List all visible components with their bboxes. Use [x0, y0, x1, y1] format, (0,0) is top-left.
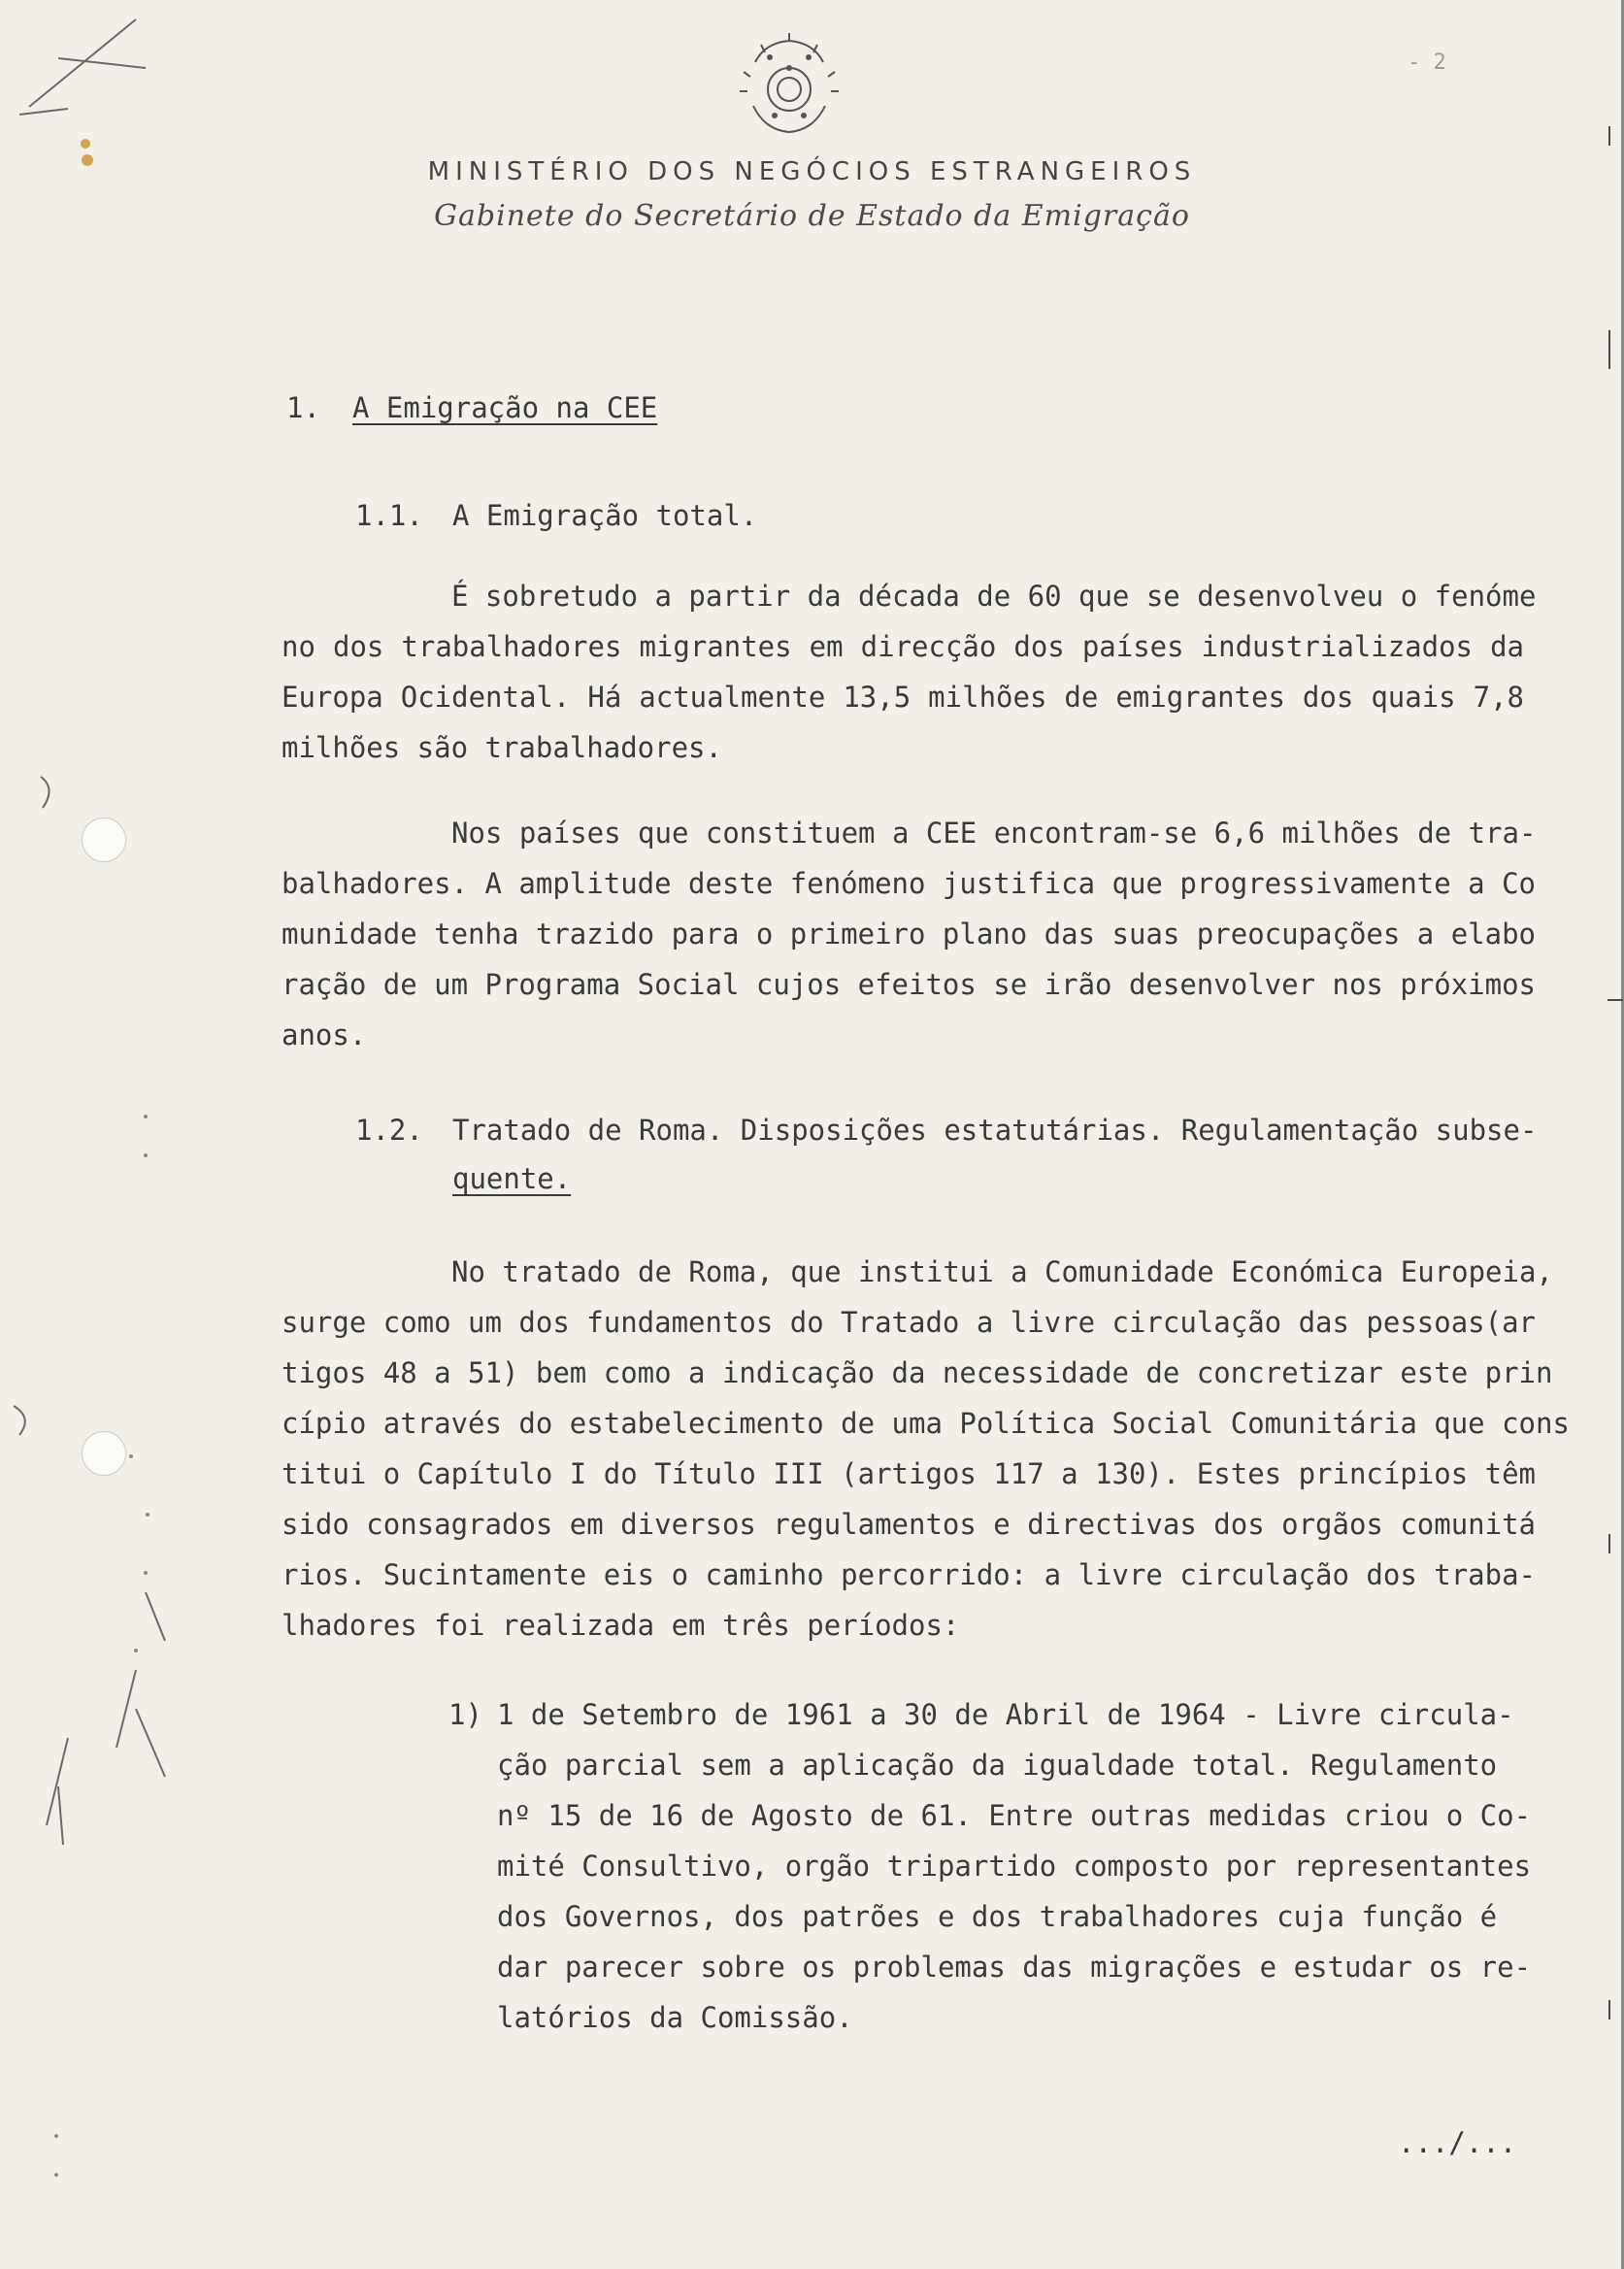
section-1-heading [286, 383, 657, 433]
section-title-line: quente. [452, 1162, 572, 1195]
paragraph-3 [282, 1247, 1570, 1651]
text-line: mité Consultivo, orgão tripartido composto por representantes [497, 1850, 1532, 1883]
text-line: No tratado de Roma, que institui a Comunidade Económica Europeia, [451, 1255, 1553, 1288]
list-item-number: 1) [448, 1698, 482, 1731]
text-line: balhadores. A amplitude deste fenómeno justifica que progressivamente a Co [282, 867, 1537, 900]
text-line: dar parecer sobre os problemas das migrações e estudar os re- [497, 1951, 1532, 1984]
text-line: Europa Ocidental. Há actualmente 13,5 milhões de emigrantes dos quais 7,8 [282, 681, 1524, 714]
section-number: 1.2. [355, 1114, 423, 1147]
section-1-1-heading [355, 490, 757, 541]
section-1-2-heading-continuation [452, 1153, 571, 1204]
text-line: no dos trabalhadores migrantes em direcção dos países industrializados da [282, 630, 1524, 663]
text-line: rios. Sucintamente eis o caminho percorrido: a livre circulação dos traba- [282, 1558, 1537, 1591]
cabinet-name: Gabinete do Secretário de Estado da Emigração [434, 199, 1190, 233]
coat-of-arms-icon [726, 33, 852, 140]
text-line: sido consagrados em diversos regulamentos e directivas dos orgãos comunitá [282, 1508, 1537, 1541]
text-line: Nos países que constituem a CEE encontram-se 6,6 milhões de tra- [451, 817, 1537, 850]
margin-marks [0, 0, 233, 2269]
text-line: 1 de Setembro de 1961 a 30 de Abril de 1964 - Livre circula- [497, 1698, 1514, 1731]
continuation-mark: .../... [1398, 2126, 1517, 2159]
text-line: ração de um Programa Social cujos efeitos se irão desenvolver nos próximos [282, 968, 1537, 1001]
text-line: latórios da Comissão. [497, 2001, 853, 2034]
paragraph-2 [282, 808, 1537, 1060]
section-title: A Emigração total. [452, 499, 758, 532]
text-line: anos. [282, 1018, 367, 1051]
section-1-2-heading [355, 1105, 1537, 1155]
right-edge-marks [1543, 0, 1624, 2269]
section-title: A Emigração na CEE [352, 391, 658, 424]
page-number: - 2 [1408, 50, 1446, 75]
section-number: 1. [286, 391, 320, 424]
paragraph-1 [282, 571, 1537, 773]
text-line: dos Governos, dos patrões e dos trabalhadores cuja função é [497, 1900, 1498, 1933]
text-line: tigos 48 a 51) bem como a indicação da necessidade de concretizar este prin [282, 1356, 1553, 1389]
text-line: lhadores foi realizada em três períodos: [282, 1609, 960, 1642]
text-line: munidade tenha trazido para o primeiro plano das suas preocupações a elabo [282, 918, 1537, 951]
ministry-name: MINISTÉRIO DOS NEGÓCIOS ESTRANGEIROS [427, 157, 1197, 186]
section-number: 1.1. [355, 499, 423, 532]
text-line: nº 15 de 16 de Agosto de 61. Entre outras medidas criou o Co- [497, 1799, 1532, 1832]
text-line: É sobretudo a partir da década de 60 que se desenvolveu o fenóme [451, 580, 1537, 613]
text-line: surge como um dos fundamentos do Tratado a livre circulação das pessoas(ar [282, 1306, 1537, 1339]
text-line: ção parcial sem a aplicação da igualdade total. Regulamento [497, 1749, 1498, 1782]
section-title-line: Tratado de Roma. Disposições estatutárias. Regulamentação subse- [452, 1114, 1538, 1147]
list-item [448, 1689, 1532, 2043]
text-line: milhões são trabalhadores. [282, 731, 722, 764]
text-line: cípio através do estabelecimento de uma Política Social Comunitária que cons [282, 1407, 1570, 1440]
text-line: titui o Capítulo I do Título III (artigos 117 a 130). Estes princípios têm [282, 1457, 1537, 1490]
